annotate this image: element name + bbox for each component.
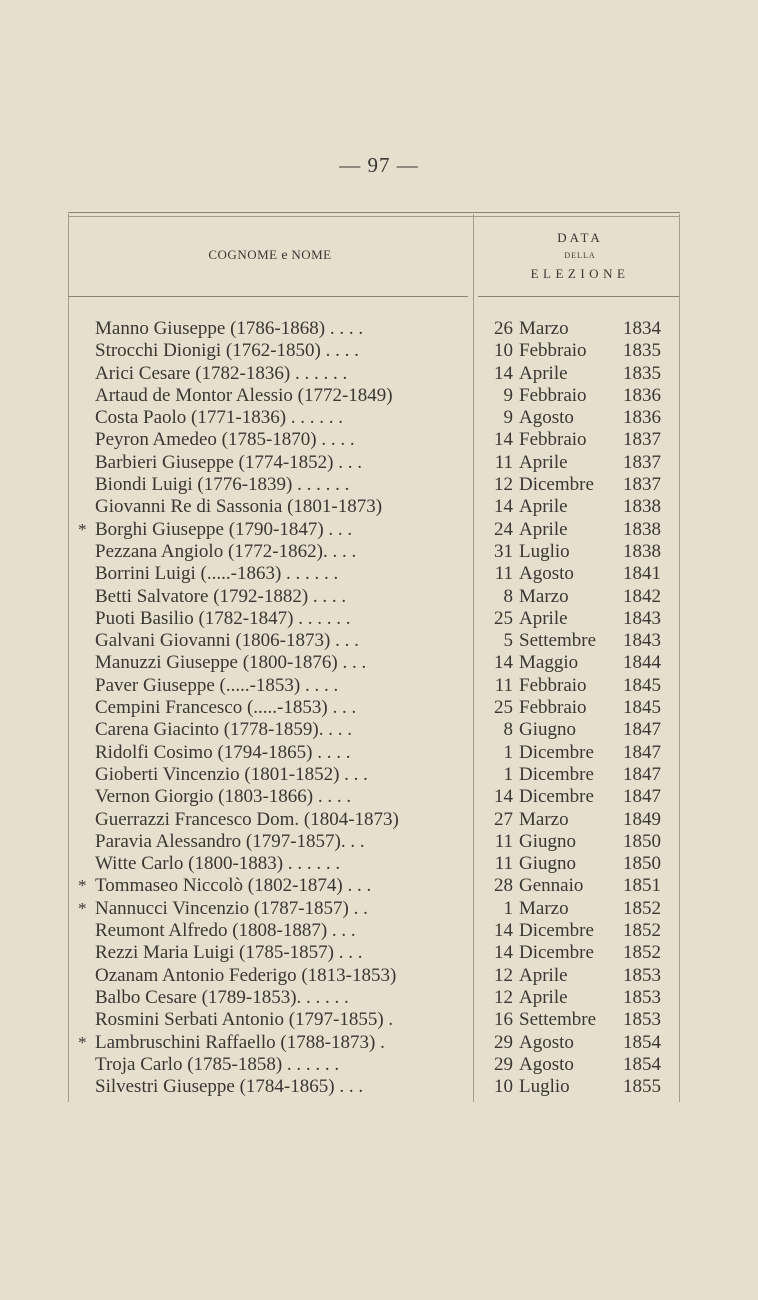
election-day: 29 [494, 1031, 513, 1053]
election-day: 24 [494, 518, 513, 540]
election-year: 1853 [623, 964, 661, 986]
election-year: 1841 [623, 563, 661, 585]
table-row [0, 363, 758, 385]
election-month: Febbraio [519, 340, 587, 362]
table-row [0, 519, 758, 541]
election-month: Aprile [519, 607, 568, 629]
election-month: Febbraio [519, 429, 587, 451]
election-day: 11 [494, 674, 513, 696]
election-month: Aprile [519, 496, 568, 518]
election-year: 1850 [623, 830, 661, 852]
page-number: — 97 — [339, 153, 419, 177]
election-year: 1851 [623, 875, 661, 897]
table-row [0, 764, 758, 786]
table-row [0, 385, 758, 407]
member-name: Strocchi Dionigi (1762-1850) . . . . [95, 340, 359, 362]
election-day: 14 [494, 652, 513, 674]
election-month: Giugno [519, 853, 576, 875]
election-month: Dicembre [519, 763, 594, 785]
election-month: Aprile [519, 451, 568, 473]
member-name: Carena Giacinto (1778-1859). . . . [95, 719, 352, 741]
member-name: Manno Giuseppe (1786-1868) . . . . [95, 318, 364, 339]
election-month: Luglio [519, 1076, 570, 1098]
election-month: Agosto [519, 563, 574, 585]
table-row [0, 875, 758, 897]
election-day: 1 [503, 741, 513, 763]
table-row [0, 586, 758, 608]
table-row [0, 652, 758, 674]
member-name: Tommaseo Niccolò (1802-1874) . . . [95, 875, 372, 897]
election-year: 1847 [623, 741, 661, 763]
election-month: Febbraio [519, 697, 587, 719]
election-day: 14 [494, 920, 513, 942]
election-day: 10 [494, 1076, 513, 1098]
election-month: Marzo [519, 318, 569, 339]
header-data: DATA [557, 230, 603, 245]
member-name: Troja Carlo (1785-1858) . . . . . . [95, 1053, 340, 1075]
member-name: Lambruschini Raffaello (1788-1873) . [95, 1031, 385, 1053]
member-name: Ridolfi Cosimo (1794-1865) . . . . [95, 741, 351, 763]
election-year: 1849 [623, 808, 661, 830]
member-name: Manuzzi Giuseppe (1800-1876) . . . [95, 652, 367, 674]
election-year: 1853 [623, 1009, 661, 1031]
member-name: Costa Paolo (1771-1836) . . . . . . [95, 407, 344, 429]
election-year: 1838 [623, 518, 661, 540]
election-year: 1853 [623, 986, 661, 1008]
election-year: 1845 [623, 674, 661, 696]
election-month: Dicembre [519, 786, 594, 808]
election-day: 10 [494, 340, 513, 362]
election-month: Dicembre [519, 741, 594, 763]
election-day: 28 [494, 875, 513, 897]
election-month: Agosto [519, 1053, 574, 1075]
table-row [0, 786, 758, 808]
election-month: Dicembre [519, 474, 594, 496]
election-day: 16 [494, 1009, 513, 1031]
table-row [0, 719, 758, 741]
header-cognome: COGNOME [208, 247, 278, 262]
election-year: 1835 [623, 362, 661, 384]
member-name: Peyron Amedeo (1785-1870) . . . . [95, 429, 355, 451]
member-list [0, 318, 758, 1098]
table-top-rule [68, 212, 680, 213]
election-day: 1 [503, 897, 513, 919]
member-name: Biondi Luigi (1776-1839) . . . . . . [95, 474, 350, 496]
table-row [0, 942, 758, 964]
member-name: Witte Carlo (1800-1883) . . . . . . [95, 853, 341, 875]
member-name: Barbieri Giuseppe (1774-1852) . . . [95, 451, 362, 473]
election-month: Aprile [519, 362, 568, 384]
election-day: 27 [494, 808, 513, 830]
table-row [0, 541, 758, 563]
member-name: Vernon Giorgio (1803-1866) . . . . [95, 786, 352, 808]
election-day: 25 [494, 697, 513, 719]
election-year: 1838 [623, 496, 661, 518]
election-month: Marzo [519, 897, 569, 919]
election-day: 5 [503, 630, 513, 652]
election-year: 1837 [623, 429, 661, 451]
header-nome: NOME [291, 247, 332, 262]
member-name: Pezzana Angiolo (1772-1862). . . . [95, 540, 357, 562]
member-name: Galvani Giovanni (1806-1873) . . . [95, 630, 359, 652]
election-year: 1843 [623, 607, 661, 629]
column-header-name [100, 247, 440, 264]
election-year: 1844 [623, 652, 661, 674]
table-row [0, 630, 758, 652]
election-day: 11 [494, 853, 513, 875]
election-day: 11 [494, 830, 513, 852]
election-year: 1847 [623, 763, 661, 785]
member-name: Nannucci Vincenzio (1787-1857) . . [95, 897, 368, 919]
table-row [0, 1009, 758, 1031]
member-name: Gioberti Vincenzio (1801-1852) . . . [95, 763, 368, 785]
table-row [0, 920, 758, 942]
member-name: Paver Giuseppe (.....-1853) . . . . [95, 674, 339, 696]
member-name: Guerrazzi Francesco Dom. (1804-1873) [95, 808, 399, 830]
election-month: Agosto [519, 407, 574, 429]
election-day: 9 [503, 407, 513, 429]
table-row [0, 809, 758, 831]
asterisk-marker: * [78, 876, 87, 896]
election-month: Febbraio [519, 384, 587, 406]
member-name: Giovanni Re di Sassonia (1801-1873) [95, 496, 383, 518]
election-year: 1855 [623, 1076, 661, 1098]
header-rule-right [478, 296, 679, 297]
table-row [0, 742, 758, 764]
election-month: Maggio [519, 652, 579, 674]
table-row [0, 853, 758, 875]
asterisk-marker: * [78, 1032, 87, 1052]
member-name: Ozanam Antonio Federigo (1813-1853) [95, 964, 397, 986]
election-month: Giugno [519, 830, 576, 852]
election-year: 1837 [623, 451, 661, 473]
election-day: 14 [494, 496, 513, 518]
member-name: Rosmini Serbati Antonio (1797-1855) . [95, 1009, 394, 1031]
election-month: Luglio [519, 540, 570, 562]
table-row [0, 1054, 758, 1076]
election-month: Gennaio [519, 875, 584, 897]
election-month: Dicembre [519, 920, 594, 942]
election-year: 1854 [623, 1053, 661, 1075]
election-year: 1837 [623, 474, 661, 496]
election-month: Aprile [519, 964, 568, 986]
table-row [0, 474, 758, 496]
election-month: Marzo [519, 808, 569, 830]
header-rule-left [68, 296, 468, 297]
election-day: 9 [503, 384, 513, 406]
election-day: 1 [503, 763, 513, 785]
asterisk-marker: * [78, 898, 87, 918]
election-day: 11 [494, 563, 513, 585]
table-row [0, 452, 758, 474]
table-row [0, 318, 758, 340]
election-year: 1842 [623, 585, 661, 607]
member-name: Reumont Alfredo (1808-1887) . . . [95, 920, 356, 942]
election-day: 8 [503, 585, 513, 607]
table-row [0, 831, 758, 853]
election-year: 1847 [623, 719, 661, 741]
election-month: Aprile [519, 986, 568, 1008]
table-row [0, 675, 758, 697]
table-row [0, 608, 758, 630]
table-row [0, 1032, 758, 1054]
election-day: 29 [494, 1053, 513, 1075]
table-row [0, 563, 758, 585]
election-year: 1854 [623, 1031, 661, 1053]
table-row [0, 697, 758, 719]
election-day: 12 [494, 964, 513, 986]
election-day: 31 [494, 540, 513, 562]
election-day: 14 [494, 942, 513, 964]
table-top-rule-inner [68, 216, 680, 217]
table-row [0, 340, 758, 362]
election-year: 1847 [623, 786, 661, 808]
election-month: Settembre [519, 1009, 597, 1031]
election-month: Agosto [519, 1031, 574, 1053]
table-row [0, 1076, 758, 1098]
member-name: Silvestri Giuseppe (1784-1865) . . . [95, 1076, 364, 1098]
election-year: 1845 [623, 697, 661, 719]
member-name: Betti Salvatore (1792-1882) . . . . [95, 585, 347, 607]
election-day: 12 [494, 474, 513, 496]
election-year: 1834 [623, 318, 661, 339]
member-name: Borrini Luigi (.....-1863) . . . . . . [95, 563, 339, 585]
table-row [0, 987, 758, 1009]
table-row [0, 496, 758, 518]
table-row [0, 407, 758, 429]
election-year: 1836 [623, 384, 661, 406]
election-year: 1835 [623, 340, 661, 362]
table-row [0, 965, 758, 987]
election-month: Settembre [519, 630, 597, 652]
election-month: Febbraio [519, 674, 587, 696]
election-year: 1838 [623, 540, 661, 562]
member-name: Cempini Francesco (.....-1853) . . . [95, 697, 357, 719]
member-name: Paravia Alessandro (1797-1857). . . [95, 830, 365, 852]
member-name: Balbo Cesare (1789-1853). . . . . . [95, 986, 349, 1008]
election-day: 11 [494, 451, 513, 473]
member-name: Artaud de Montor Alessio (1772-1849) [95, 384, 393, 406]
election-month: Dicembre [519, 942, 594, 964]
member-name: Borghi Giuseppe (1790-1847) . . . [95, 518, 353, 540]
election-day: 12 [494, 986, 513, 1008]
election-year: 1836 [623, 407, 661, 429]
election-day: 26 [494, 318, 513, 339]
election-day: 14 [494, 362, 513, 384]
election-day: 14 [494, 429, 513, 451]
header-elezione: ELEZIONE [530, 266, 630, 281]
election-year: 1852 [623, 942, 661, 964]
member-name: Arici Cesare (1782-1836) . . . . . . [95, 362, 348, 384]
header-conjunction: e [281, 248, 288, 263]
asterisk-marker: * [78, 519, 87, 539]
table-row [0, 898, 758, 920]
election-month: Aprile [519, 518, 568, 540]
table-row [0, 429, 758, 451]
election-month: Giugno [519, 719, 576, 741]
election-month: Marzo [519, 585, 569, 607]
election-year: 1852 [623, 897, 661, 919]
header-della: DELLA [564, 251, 596, 260]
election-day: 25 [494, 607, 513, 629]
member-name: Rezzi Maria Luigi (1785-1857) . . . [95, 942, 363, 964]
election-year: 1850 [623, 853, 661, 875]
election-year: 1852 [623, 920, 661, 942]
election-year: 1843 [623, 630, 661, 652]
election-day: 14 [494, 786, 513, 808]
member-name: Puoti Basilio (1782-1847) . . . . . . [95, 607, 351, 629]
election-day: 8 [503, 719, 513, 741]
